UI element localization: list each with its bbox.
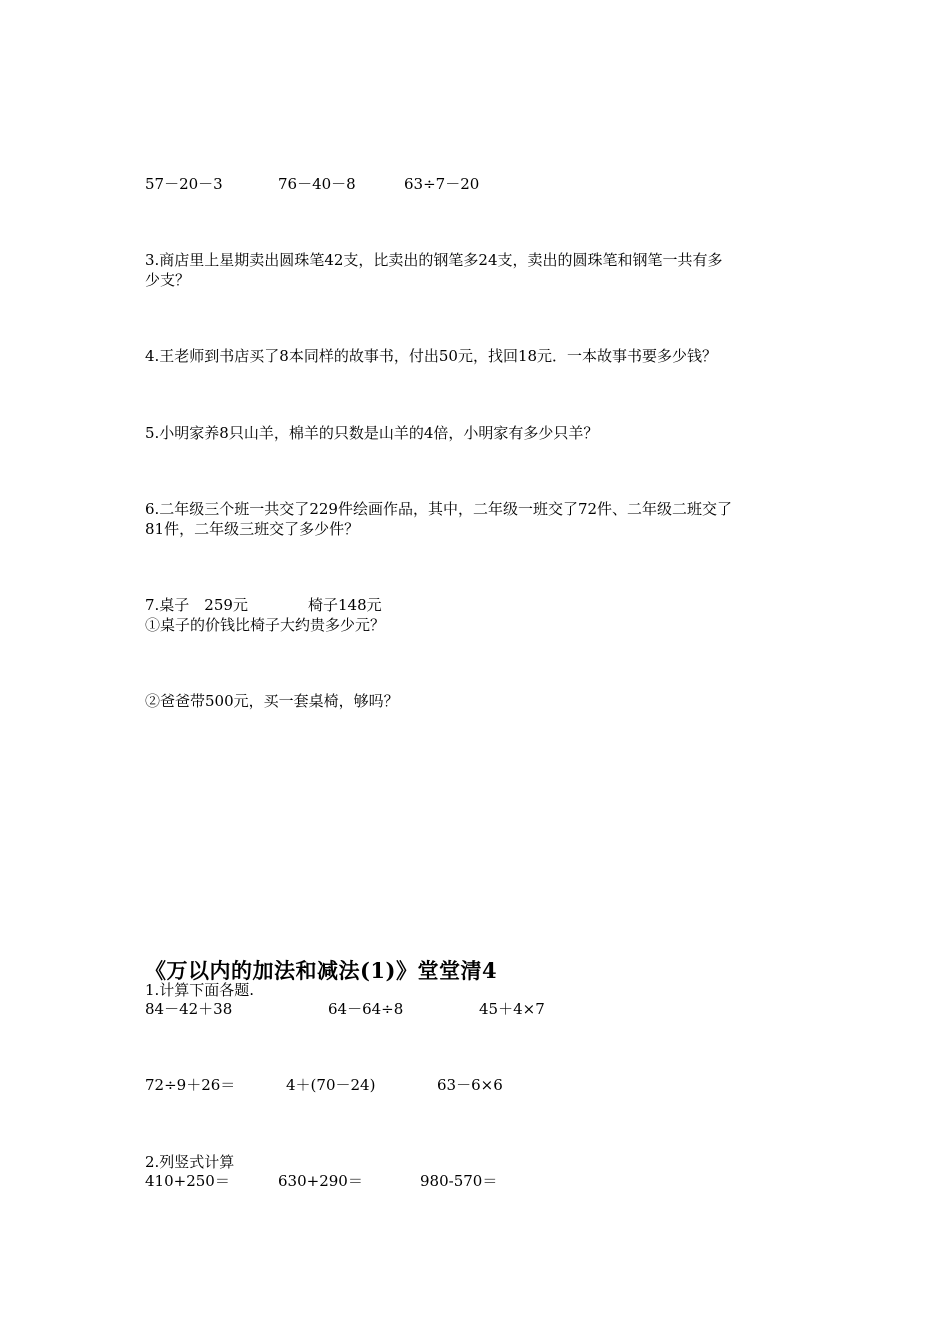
lesson-4-question-1-label: 1.计算下面各题.: [145, 981, 255, 999]
expression: 57－20－3: [145, 175, 223, 193]
expression: 45＋4×7: [479, 1000, 545, 1018]
question-3-line-1: 3.商店里上星期卖出圆珠笔42支，比卖出的钢笔多24支，卖出的圆珠笔和钢笔一共有多: [145, 251, 723, 269]
question-7-prices: [0, 595, 950, 615]
lesson-4-question-2-label: 2.列竖式计算: [145, 1153, 235, 1171]
expression: 980-570＝: [420, 1172, 498, 1190]
expression-row: [0, 1171, 950, 1191]
question-7-sub-2: ②爸爸带500元，买一套桌椅，够吗？: [145, 692, 399, 710]
expression: 76－40－8: [278, 175, 356, 193]
expression: 64－64÷8: [328, 1000, 404, 1018]
expression: 63－6×6: [437, 1076, 503, 1094]
expression: 84－42＋38: [145, 1000, 233, 1018]
expression-row: [0, 174, 950, 194]
desk-price: 7.桌子 259元: [145, 596, 248, 614]
expression: 630+290＝: [278, 1172, 363, 1190]
question-5: 5.小明家养8只山羊，棉羊的只数是山羊的4倍，小明家有多少只羊？: [145, 424, 599, 442]
question-3-line-2: 少支？: [145, 271, 191, 289]
expression-row: [0, 999, 950, 1019]
question-4: 4.王老师到书店买了8本同样的故事书，付出50元，找回18元．一本故事书要多少钱？: [145, 347, 718, 365]
question-6-line-1: 6.二年级三个班一共交了229件绘画作品，其中，二年级一班交了72件、二年级二班交了: [145, 500, 733, 518]
question-7-sub-1: ①桌子的价钱比椅子大约贵多少元？: [145, 616, 386, 634]
expression: 63÷7－20: [404, 175, 480, 193]
chair-price: 椅子148元: [308, 596, 382, 614]
expression-row: [0, 1075, 950, 1095]
question-6-line-2: 81件，二年级三班交了多少件？: [145, 520, 360, 538]
expression: 4＋(70－24): [286, 1076, 376, 1094]
section-title: 《万以内的加法和减法(1)》堂堂清4: [145, 958, 498, 983]
expression: 410+250＝: [145, 1172, 230, 1190]
expression: 72÷9＋26＝: [145, 1076, 236, 1094]
